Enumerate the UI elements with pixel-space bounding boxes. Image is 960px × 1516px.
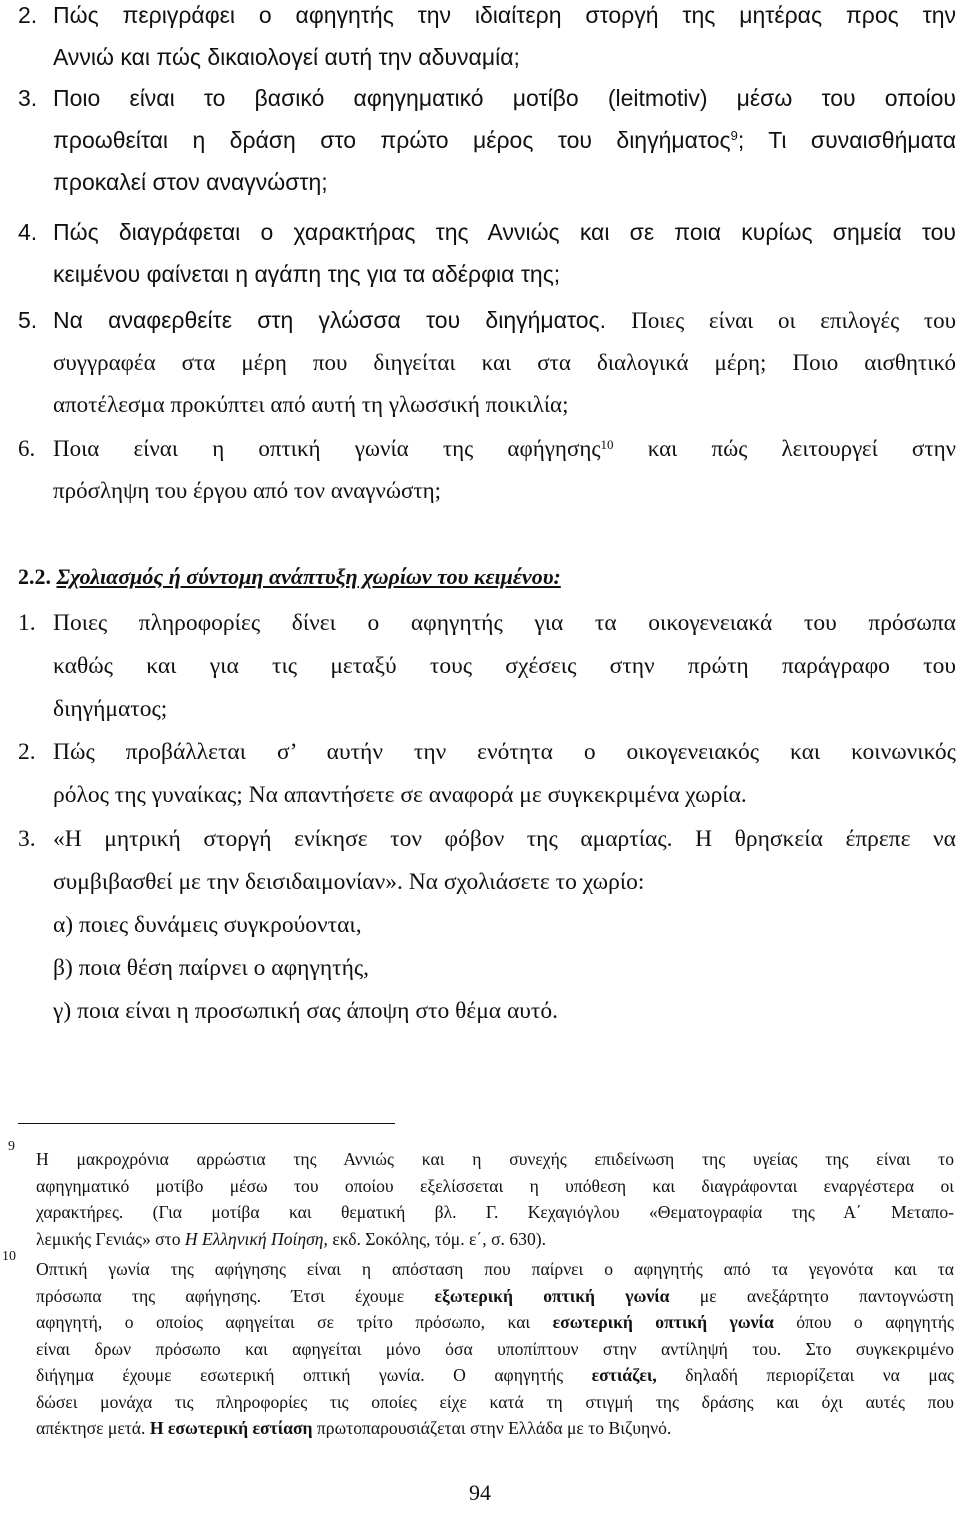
footnote-fragment: λεμικής Γενιάς» στο xyxy=(36,1228,185,1249)
sub-item-a: α) ποιες δυνάμεις συγκρούονται, xyxy=(53,912,362,938)
question-text-line: Πώς προβάλλεται σ’ αυτήν την ενότητα ο οικογενειακός και κοινωνικός xyxy=(53,739,956,765)
question-text-line xyxy=(53,299,956,342)
footnote-separator xyxy=(18,1123,395,1124)
question-number: 2. xyxy=(18,739,36,765)
footnote-fragment: πρόσωπα της αφήγησης. Έτσι έχουμε xyxy=(36,1285,435,1306)
question-text-line: Ποιο είναι το βασικό αφηγηματικό μοτίβο (leitmotiv) μέσω του οποίου xyxy=(53,85,956,111)
question-number: 6. xyxy=(18,436,36,461)
footnote-line: Οπτική γωνία της αφήγησης είναι η απόσταση που παίρνει ο αφηγητής από τα γεγονότα και τα xyxy=(36,1259,954,1279)
book-title: Η Ελληνική Ποίηση xyxy=(184,1228,324,1249)
commentary-question-3 xyxy=(18,818,956,1033)
question-number: 5. xyxy=(18,307,38,333)
question-text-line: αποτέλεσμα προκύπτει από αυτή τη γλωσσική ποικιλία; xyxy=(53,392,569,417)
question-text-fragment: και πώς λειτουργεί στην xyxy=(647,436,957,461)
question-text-line: ρόλος της γυναίκας; Να απαντήσετε σε αναφορά με συγκεκριμένα χωρία. xyxy=(53,782,747,808)
question-text-fragment: Ποιες είναι οι επιλογές του xyxy=(631,308,956,333)
footnote-ref-9: 9 xyxy=(730,128,738,143)
footnote-9 xyxy=(8,1139,954,1252)
footnote-fragment: δηλαδή περιορίζεται να μας xyxy=(656,1365,955,1385)
question-text-line: Ποιες πληροφορίες δίνει ο αφηγητής για τα οικογενειακά του πρόσωπα xyxy=(53,610,956,636)
question-text-line: Αννιώ και πώς δικαιολογεί αυτή την αδυναμία; xyxy=(53,44,520,70)
question-text-line: πρόσληψη του έργου από τον αναγνώστη; xyxy=(53,478,442,503)
question-text-line: Πώς διαγράφεται ο χαρακτήρας της Αννιώς και σε ποια κυρίως σημεία του xyxy=(53,219,956,245)
footnote-mark: 9 xyxy=(8,1139,15,1154)
footnote-bold: εσωτερική οπτική γωνία xyxy=(552,1312,774,1332)
question-text-line: συγγραφέα στα μέρη που διηγείται και στα διαλογικά μέρη; Ποιο αισθητικό xyxy=(53,350,956,375)
footnote-line xyxy=(36,1283,954,1310)
question-number: 3. xyxy=(18,826,36,852)
footnote-fragment: όπου ο αφηγητής xyxy=(773,1312,954,1332)
question-text-line: κειμένου φαίνεται η αγάπη της για τα αδέρφια της; xyxy=(53,261,561,287)
sub-item-c: γ) ποια είναι η προσωπική σας άποψη στο θέμα αυτό. xyxy=(53,998,558,1024)
question-text-fragment: ; Τι συναισθήματα xyxy=(737,127,956,153)
commentary-question-1 xyxy=(18,602,956,731)
commentary-question-2 xyxy=(18,731,956,817)
question-text-line: συμβιβασθεί με την δεισιδαιμονίαν». Να σχολιάσετε το χωρίο: xyxy=(53,869,645,895)
question-text-line: διηγήματος; xyxy=(53,696,168,722)
footnote-mark: 10 xyxy=(2,1249,16,1264)
footnote-10 xyxy=(2,1249,955,1442)
page-number: 94 xyxy=(469,1480,491,1505)
question-text-fragment: Να αναφερθείτε στη γλώσσα του διηγήματος. xyxy=(53,307,606,333)
footnote-bold: Η εσωτερική εστίαση xyxy=(149,1418,313,1438)
footnote-bold: εξωτερική οπτική γωνία xyxy=(434,1285,670,1306)
question-4 xyxy=(18,211,956,295)
question-number: 4. xyxy=(18,219,38,245)
question-5 xyxy=(18,299,956,426)
question-2 xyxy=(18,0,956,78)
footnote-fragment: αφηγητή, ο οποίος αφηγείται σε τρίτο πρόσωπο, και xyxy=(36,1312,553,1332)
question-text-line: «Η μητρική στοργή ενίκησε τον φόβον της αμαρτίας. Η θρησκεία έπρεπε να xyxy=(53,826,956,852)
footnote-line: είναι δρων πρόσωπο και αφηγείται μόνο όσα υποπίπτουν στην αντίληψή του. Στο συγκεκριμένο xyxy=(36,1338,954,1359)
footnote-fragment: απέκτησε μετά. xyxy=(36,1418,150,1438)
question-text-line: Πώς περιγράφει ο αφηγητής την ιδιαίτερη στοργή της μητέρας προς την xyxy=(53,2,956,28)
footnote-line: δώσει μονάχα τις πληροφορίες τις οποίες είχε κατά τη στιγμή της δράσης και όχι αυτές που xyxy=(36,1391,954,1412)
question-3 xyxy=(18,77,956,203)
footnote-line: Η μακροχρόνια αρρώστια της Αννιώς και η συνεχής επιδείνωση της υγείας της είναι το xyxy=(36,1149,954,1169)
footnote-fragment: με ανεξάρτητο παντογνώστη xyxy=(669,1285,954,1306)
footnote-line xyxy=(36,1362,954,1389)
section-heading xyxy=(18,564,561,590)
question-6 xyxy=(18,428,956,512)
footnote-bold: εστιάζει, xyxy=(591,1365,657,1385)
footnote-line xyxy=(36,1415,954,1442)
footnote-line xyxy=(36,1226,954,1253)
sub-item-b: β) ποια θέση παίρνει ο αφηγητής, xyxy=(53,955,370,981)
question-text-line: καθώς και για τις μεταξύ τους σχέσεις στην πρώτη παράγραφο του xyxy=(53,653,956,679)
question-text-fragment: προωθείται η δράση στο πρώτο μέρος του διηγήματος xyxy=(53,127,731,153)
section-title: Σχολιασμός ή σύντομη ανάπτυξη χωρίων του κειμένου: xyxy=(56,564,561,589)
section-number: 2.2. xyxy=(18,564,51,589)
footnote-line: χαρακτήρες. (Για μοτίβα και θεματική βλ. Γ. Κεχαγιόγλου «Θεματογραφία της Α΄ Μεταπο- xyxy=(36,1202,954,1222)
question-number: 3. xyxy=(18,85,38,111)
question-number: 1. xyxy=(18,610,36,636)
question-text-line: προκαλεί στον αναγνώστη; xyxy=(53,169,328,195)
question-text-fragment: Ποια είναι η οπτική γωνία της αφήγησης xyxy=(53,436,601,461)
footnote-fragment: διήγημα έχουμε εσωτερική οπτική γωνία. Ο αφηγητής xyxy=(36,1365,564,1385)
question-text-line xyxy=(53,428,956,470)
question-text-line xyxy=(53,119,956,161)
footnote-fragment: πρωτοπαρουσιάζεται στην Ελλάδα με το Βιζυηνό. xyxy=(312,1418,672,1438)
footnote-ref-10: 10 xyxy=(600,437,614,452)
footnote-line xyxy=(36,1309,954,1336)
question-number: 2. xyxy=(18,2,38,28)
footnote-fragment: , εκδ. Σοκόλης, τόμ. ε΄, σ. 630). xyxy=(323,1228,547,1249)
footnote-line: αφηγηματικό μοτίβο μέσω του οποίου εξελίσσεται η υπόθεση και διαγράφονται εναργέστερα οι xyxy=(36,1175,954,1196)
